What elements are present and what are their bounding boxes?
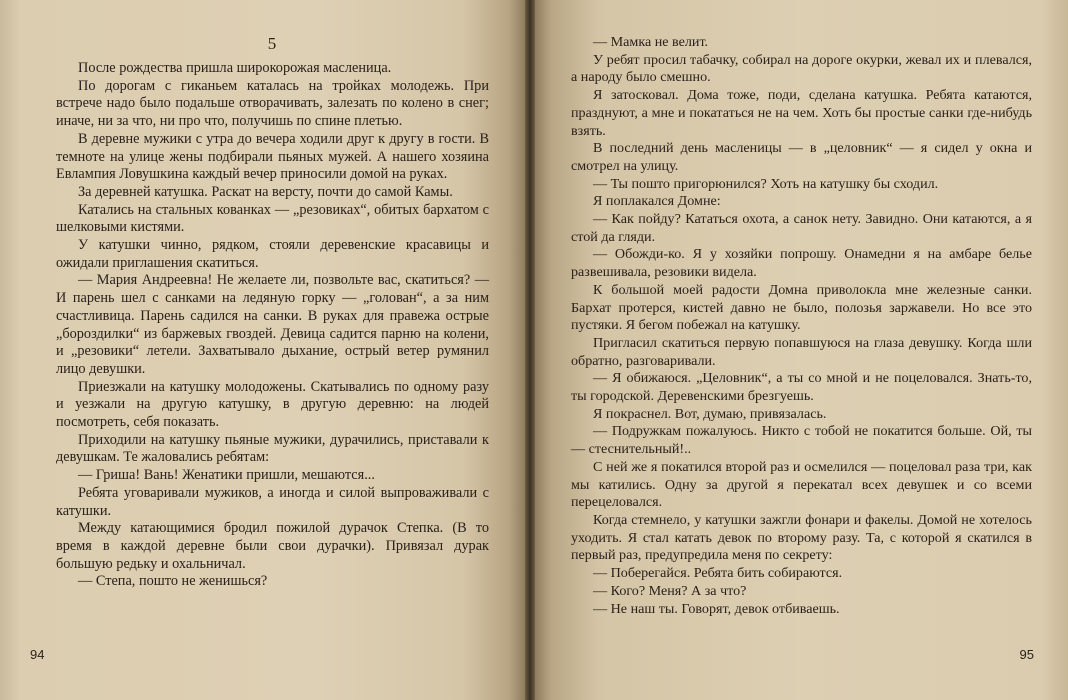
paragraph: У ребят просил табачку, собирал на дороге окурки, жевал их и плевался, а народу было смешно.	[571, 51, 1032, 86]
right-page	[535, 0, 1068, 700]
paragraph: — Гриша! Вань! Женатики пришли, мешаются...	[78, 467, 375, 484]
paragraph: Приходили на катушку пьяные мужики, дурачились, приставали к девушкам. Те жаловались ребятам:	[56, 431, 489, 466]
paragraph: Ребята уговаривали мужиков, а иногда и силой выпроваживали с катушки.	[56, 484, 489, 519]
paragraph: — Кого? Меня? А за что?	[593, 582, 747, 599]
paragraph: Я покраснел. Вот, думаю, привязалась.	[593, 405, 827, 422]
paragraph: — Как пойду? Кататься охота, а санок нету. Завидно. Они катаются, а я стой да гляди.	[571, 211, 1032, 245]
paragraph: Между катающимися бродил пожилой дурачок Степка. (В то время в каждой деревне были свои дурачки). Привязал дурак большую редьку и охальничал.	[56, 520, 489, 572]
paragraph: Пригласил скатиться первую попавшуюся на глаза девушку. Когда шли обратно, разговаривали.	[571, 334, 1032, 369]
paragraph: — Подружкам пожалуюсь. Никто с тобой не покатится больше. Ой, ты — стеснительный!..	[571, 423, 1032, 458]
paragraph: За деревней катушка. Раскат на версту, почти до самой Камы.	[78, 183, 453, 200]
paragraph: — Я обижаюся. „Целовник“, а ты со мной и не поцеловался. Знать-то, ты городской. Деревенскими брезгуешь.	[571, 370, 1032, 405]
paragraph: — Обожди-ко. Я у хозяйки попрошу. Онамедни я на амбаре белье развешивала, резовики видела.	[571, 246, 1032, 281]
paragraph: — Мамка не велит.	[593, 34, 709, 50]
page-number-right: 95	[1019, 647, 1034, 662]
paragraph: Я затосковал. Дома тоже, поди, сделана катушка. Ребята катаются, празднуют, а мне и покататься не на чем. Хоть бы простые санки где-нибудь взять.	[571, 87, 1032, 139]
paragraph: В последний день масленицы — в „целовник“ — я сидел у окна и смотрел на улицу.	[571, 140, 1032, 174]
paragraph: — Ты пошто пригорюнился? Хоть на катушку бы сходил.	[593, 175, 939, 192]
book-gutter	[525, 0, 535, 700]
paragraph: Приезжали на катушку молодожены. Скатывались по одному разу и уезжали на другую катушку, в другую деревню: на людей посмотреть, себя показать.	[56, 378, 489, 431]
paragraph: — Степа, пошто не женишься?	[78, 573, 268, 590]
paragraph: К большой моей радости Домна приволокла мне железные санки. Бархат протерся, кистей давно не было, полозья заржавели. Но все это пустяки. Я бегом побежал на катушку.	[571, 281, 1032, 334]
paragraph: — Мария Андреевна! Не желаете ли, позвольте вас, скатиться? — И парень шел с санками на ледяную горку — „голован“, а за ним счастливица. Парень садился на санки. В руках для правежа острые „бороздилки“ из баржевых гвоздей. Девица садится парню на колени, и „резовики“ летели. Захватывало дыхание, острый ветер румянил лицо девушки.	[56, 272, 489, 377]
paragraph: В деревне мужики с утра до вечера ходили друг к другу в гости. В темноте на улице жены подбирали пьяных мужей. А нашего хозяина Евлампия Ловушкина каждый вечер приносили домой на руках.	[56, 130, 489, 183]
paragraph: Катались на стальных кованках — „резовиках“, обитых бархатом с шелковыми кистями.	[56, 201, 489, 236]
left-page	[0, 0, 525, 700]
paragraph: Когда стемнело, у катушки зажгли фонари и факелы. Домой не хотелось уходить. Я стал катать девок по второму разу. Та, с которой я скатился в первый раз, предупредила меня по секрету:	[571, 511, 1032, 564]
chapter-number: 5	[267, 34, 278, 53]
paragraph: Я поплакался Домне:	[593, 193, 721, 210]
paragraph: — Поберегайся. Ребята бить собираются.	[593, 565, 843, 582]
paragraph: У катушки чинно, рядком, стояли деревенские красавицы и ожидали приглашения скатиться.	[56, 237, 489, 271]
paragraph: С ней же я покатился второй раз и осмелился — поцеловал раза три, как мы катились. Одну за другой я перекатал всех девушек и со всеми перецеловался.	[571, 458, 1032, 511]
paragraph: — Не наш ты. Говорят, девок отбиваешь.	[593, 600, 840, 617]
paragraph: После рождества пришла широкорожая масленица.	[78, 60, 392, 76]
page-number-left: 94	[30, 647, 45, 662]
paragraph: По дорогам с гиканьем каталась на тройках молодежь. При встрече надо было подальше отворачивать, залезать по колено в снег; иначе, ни за что, ни про что, получишь по спине плетью.	[56, 77, 489, 130]
